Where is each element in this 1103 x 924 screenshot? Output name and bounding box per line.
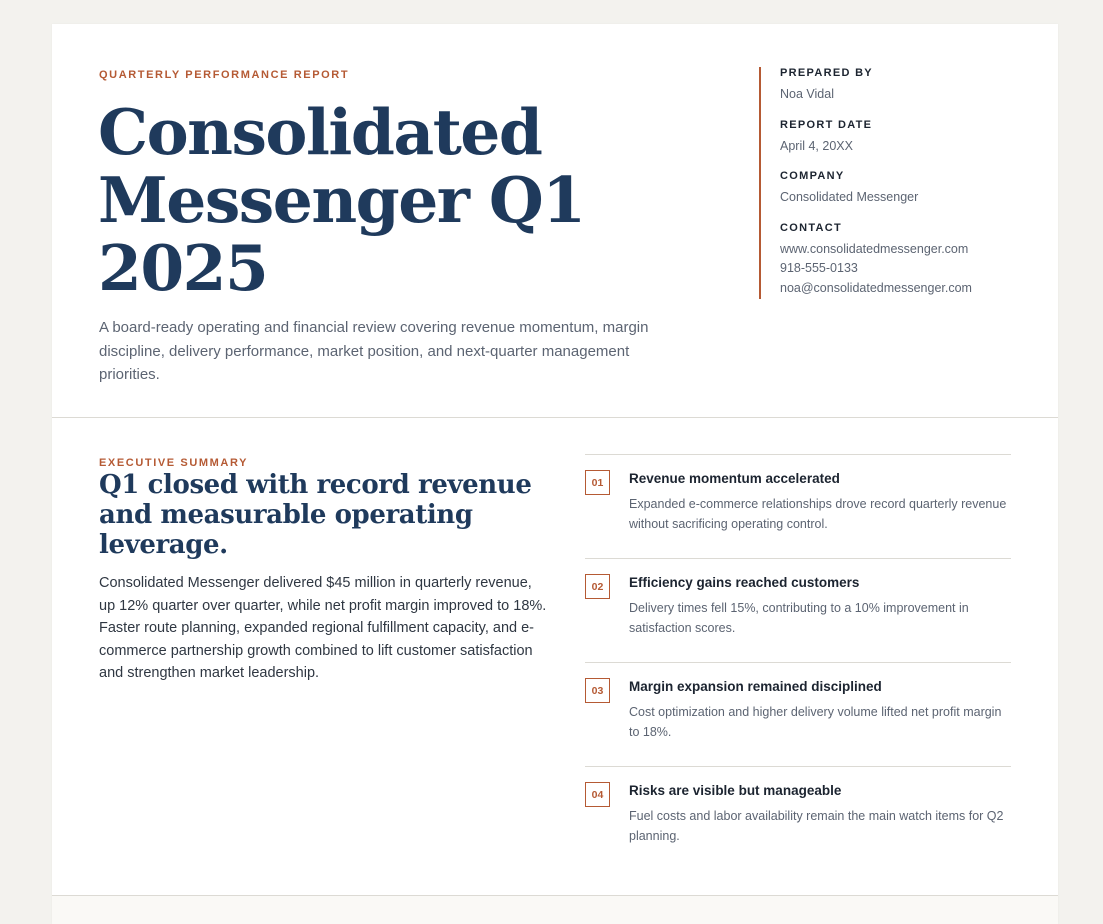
report-title: Consolidated Messenger Q1 2025 — [98, 95, 585, 305]
finding-description: Fuel costs and labor availability remain the main watch items for Q2 planning. — [629, 809, 1004, 843]
report-page — [52, 24, 1058, 924]
finding-title: Margin expansion remained disciplined — [629, 679, 882, 694]
prepared-by-label: PREPARED BY — [780, 67, 873, 79]
contact-label: CONTACT — [780, 221, 843, 234]
finding-number-badge: 02 — [585, 574, 610, 599]
finding-number-badge: 03 — [585, 678, 610, 703]
contact-email-link[interactable]: noa@consolidatedmessenger.com — [780, 280, 972, 295]
summary-heading: Q1 closed with record revenue and measurable operating leverage. — [99, 470, 532, 560]
finding-number-badge: 01 — [585, 470, 610, 495]
report-date-label: REPORT DATE — [780, 118, 873, 131]
finding-description: Cost optimization and higher delivery volume lifted net profit margin to 18%. — [629, 705, 1002, 739]
finding-title: Revenue momentum accelerated — [629, 471, 840, 486]
prepared-by-block — [780, 67, 1040, 105]
company-label: COMPANY — [780, 170, 845, 182]
company-block — [780, 170, 1040, 208]
report-eyebrow: QUARTERLY PERFORMANCE REPORT — [99, 69, 350, 81]
prepared-by-value: Noa Vidal — [780, 87, 834, 101]
finding-item — [585, 454, 1011, 558]
report-meta-panel — [759, 67, 1040, 299]
key-findings-list — [585, 454, 1011, 870]
finding-item — [585, 766, 1011, 870]
summary-body: Consolidated Messenger delivered $45 million in quarterly revenue, up 12% quarter over quarter, while net profit margin improved to 18%. Faster route planning, expanded regional fulfillment capacity, and e-commerce partnership growth combined to lift customer satisfaction and strengthen market leadership. — [99, 575, 547, 681]
contact-phone: 918-555-0133 — [780, 261, 858, 275]
finding-description: Delivery times fell 15%, contributing to a 10% improvement in satisfaction scores. — [629, 601, 969, 635]
finding-title: Risks are visible but manageable — [629, 783, 842, 798]
section-divider — [52, 417, 1058, 418]
report-date-value: April 4, 20XX — [780, 138, 853, 153]
finding-title: Efficiency gains reached customers — [629, 575, 860, 590]
report-subtitle: A board-ready operating and financial review covering revenue momentum, margin discipline, delivery performance, market position, and next-quarter management priorities. — [99, 319, 649, 383]
finding-number-badge: 04 — [585, 782, 610, 807]
finding-item — [585, 558, 1011, 662]
report-date-block — [780, 119, 1040, 157]
finding-description: Expanded e-commerce relationships drove record quarterly revenue without sacrificing operating control. — [629, 497, 1007, 531]
finding-item — [585, 662, 1011, 766]
company-value: Consolidated Messenger — [780, 190, 919, 204]
contact-block — [780, 222, 1040, 299]
contact-website-link[interactable]: www.consolidatedmessenger.com — [780, 241, 969, 256]
summary-eyebrow: EXECUTIVE SUMMARY — [99, 457, 249, 469]
